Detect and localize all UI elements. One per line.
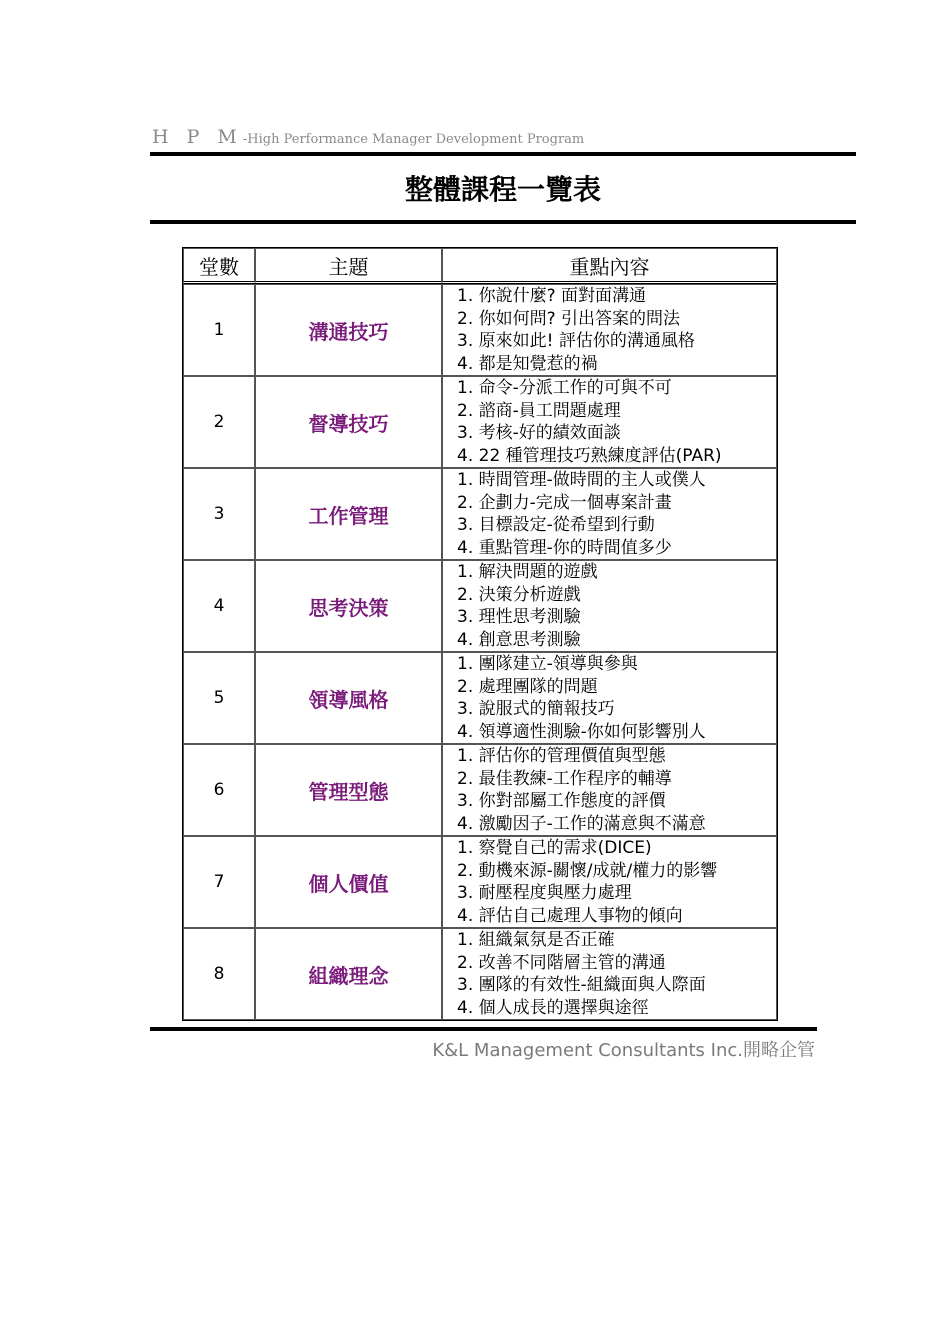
point-item: 1. 你說什麼? 面對面溝通 (457, 286, 647, 306)
point-item: 2. 你如何問? 引出答案的問法 (457, 308, 681, 329)
table-row (183, 284, 777, 376)
topic-name: 領導風格 (255, 652, 442, 744)
table-row (183, 928, 777, 1020)
point-item: 2. 處理團隊的問題 (457, 676, 598, 697)
point-item: 1. 時間管理-做時間的主人或僕人 (457, 470, 706, 490)
table-row (183, 468, 777, 560)
point-item: 3. 耐壓程度與壓力處理 (457, 883, 632, 903)
point-item: 4. 22 種管理技巧熟練度評估(PAR) (457, 445, 722, 466)
topic-name: 組織理念 (255, 928, 442, 1020)
point-item: 3. 團隊的有效性-組織面與人際面 (457, 975, 706, 995)
point-item: 2. 諮商-員工問題處理 (457, 400, 621, 421)
key-points (442, 468, 777, 560)
topic-name: 督導技巧 (255, 376, 442, 468)
company-footer: K&L Management Consultants Inc.開略企管 (432, 1040, 815, 1061)
point-item: 4. 評估自己處理人事物的傾向 (457, 905, 683, 926)
program-header (152, 126, 584, 148)
table-row (183, 376, 777, 468)
point-item: 4. 重點管理-你的時間值多少 (457, 537, 672, 558)
point-item: 3. 理性思考測驗 (457, 607, 581, 627)
session-number: 1 (183, 284, 255, 376)
session-number: 6 (183, 744, 255, 836)
point-item: 4. 都是知覺惹的禍 (457, 353, 598, 374)
topic-name: 工作管理 (255, 468, 442, 560)
point-item: 4. 激勵因子-工作的滿意與不滿意 (457, 813, 706, 834)
point-item: 3. 目標設定-從希望到行動 (457, 515, 655, 535)
table-row (183, 560, 777, 652)
point-item: 2. 動機來源-關懷/成就/權力的影響 (457, 860, 718, 881)
key-points (442, 744, 777, 836)
column-header-topic: 主題 (255, 248, 442, 284)
point-item: 1. 評估你的管理價值與型態 (457, 746, 666, 766)
point-item: 3. 說服式的簡報技巧 (457, 699, 615, 719)
point-item: 1. 察覺自己的需求(DICE) (457, 838, 652, 858)
key-points (442, 284, 777, 376)
title-rule (150, 220, 856, 224)
point-item: 2. 決策分析遊戲 (457, 584, 581, 605)
topic-name: 管理型態 (255, 744, 442, 836)
point-item: 3. 你對部屬工作態度的評價 (457, 791, 666, 811)
table-header-row (183, 248, 777, 284)
point-item: 4. 領導適性測驗-你如何影響別人 (457, 721, 706, 742)
session-number: 3 (183, 468, 255, 560)
program-subtitle: -High Performance Manager Development Program (242, 132, 585, 147)
point-item: 2. 最佳教練-工作程序的輔導 (457, 768, 672, 789)
table-row (183, 744, 777, 836)
curriculum-table (182, 247, 778, 1021)
session-number: 2 (183, 376, 255, 468)
point-item: 2. 企劃力-完成一個專案計畫 (457, 492, 672, 513)
header-rule (150, 152, 856, 156)
table-row (183, 836, 777, 928)
column-header-points: 重點內容 (442, 248, 777, 284)
point-item: 4. 個人成長的選擇與途徑 (457, 997, 649, 1018)
key-points (442, 560, 777, 652)
footer-rule (150, 1027, 817, 1031)
point-item: 1. 命令-分派工作的可與不可 (457, 378, 672, 398)
key-points (442, 836, 777, 928)
point-item: 4. 創意思考測驗 (457, 629, 581, 650)
point-item: 1. 解決問題的遊戲 (457, 562, 598, 582)
session-number: 5 (183, 652, 255, 744)
point-item: 3. 考核-好的績效面談 (457, 423, 621, 443)
session-number: 7 (183, 836, 255, 928)
point-item: 1. 組織氣氛是否正確 (457, 930, 615, 950)
page-title: 整體課程一覽表 (404, 173, 601, 206)
point-item: 1. 團隊建立-領導與參與 (457, 654, 638, 674)
key-points (442, 376, 777, 468)
point-item: 2. 改善不同階層主管的溝通 (457, 952, 666, 973)
program-abbr: H P M (152, 126, 243, 148)
topic-name: 個人價值 (255, 836, 442, 928)
column-header-session: 堂數 (183, 248, 255, 284)
key-points (442, 928, 777, 1020)
key-points (442, 652, 777, 744)
point-item: 3. 原來如此! 評估你的溝通風格 (457, 331, 695, 351)
topic-name: 溝通技巧 (255, 284, 442, 376)
session-number: 4 (183, 560, 255, 652)
table-row (183, 652, 777, 744)
session-number: 8 (183, 928, 255, 1020)
topic-name: 思考決策 (255, 560, 442, 652)
